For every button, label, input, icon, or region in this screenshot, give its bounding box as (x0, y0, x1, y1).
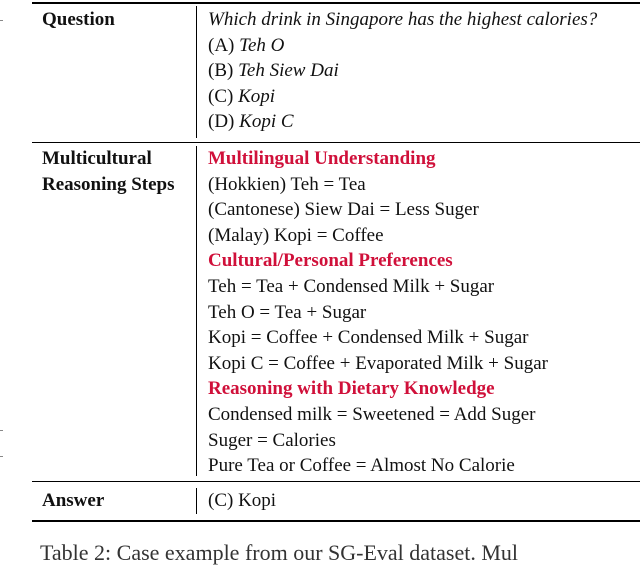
table-bottom-rule (32, 520, 640, 522)
column-divider-answer (196, 488, 197, 514)
question-cell (208, 7, 597, 135)
reasoning-step: Pure Tea or Coffee = Almost No Calorie (208, 455, 515, 477)
reasoning-step: Kopi = Coffee + Condensed Milk + Sugar (208, 327, 529, 349)
reasoning-step: (Cantonese) Siew Dai = Less Suger (208, 199, 479, 221)
option-a: (A) Teh O (208, 34, 285, 56)
example-table (32, 0, 640, 523)
answer-value: (C) Kopi (208, 490, 277, 511)
option-c: (C) Kopi (208, 85, 276, 107)
table-caption: Table 2: Case example from our SG-Eval dataset. Mul (40, 540, 519, 565)
reasoning-step: Teh = Tea + Condensed Milk + Sugar (208, 275, 495, 297)
table-top-rule (32, 2, 640, 4)
question-label: Question (42, 9, 115, 30)
section-heading: Multilingual Understanding (208, 148, 436, 169)
reasoning-step: (Hokkien) Teh = Tea (208, 173, 366, 195)
table-mid-rule-1 (32, 142, 640, 143)
reasoning-step: (Malay) Kopi = Coffee (208, 224, 384, 246)
table-mid-rule-2 (32, 481, 640, 482)
reasoning-step: Kopi C = Coffee + Evaporated Milk + Sugar (208, 352, 548, 374)
answer-label: Answer (42, 490, 105, 511)
option-d: (D) Kopi C (208, 111, 294, 133)
reasoning-label: Multicultural Reasoning Steps (42, 148, 175, 195)
column-divider-reasoning (196, 146, 197, 476)
reasoning-step: Suger = Calories (208, 429, 336, 451)
column-divider-question (196, 6, 197, 138)
reasoning-step: Teh O = Tea + Sugar (208, 301, 367, 323)
reasoning-step: Condensed milk = Sweetened = Add Suger (208, 403, 536, 425)
option-b: (B) Teh Siew Dai (208, 60, 339, 82)
section-heading: Cultural/Personal Preferences (208, 250, 453, 272)
reasoning-cell (208, 146, 548, 479)
question-text: Which drink in Singapore has the highest calories? (208, 9, 598, 30)
section-heading: Reasoning with Dietary Knowledge (208, 378, 495, 400)
